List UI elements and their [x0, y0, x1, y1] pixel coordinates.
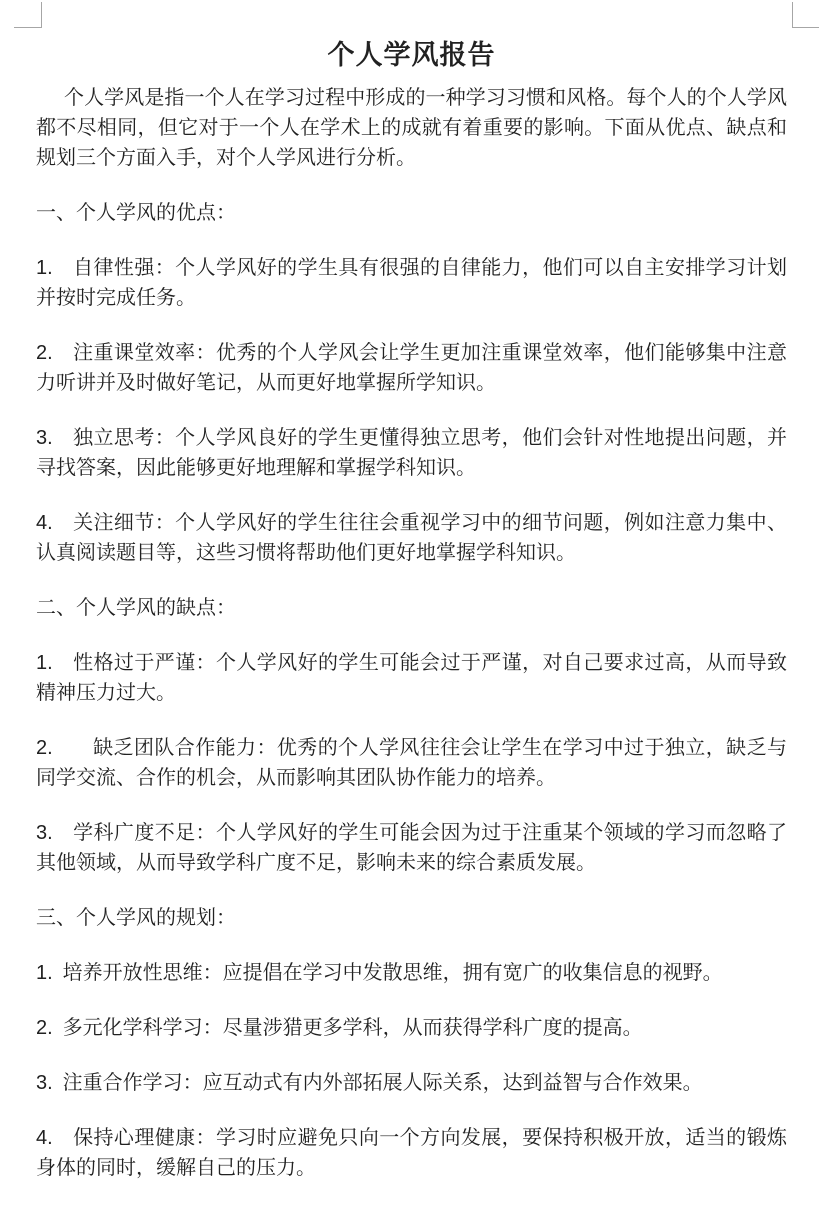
section-2-heading: 二、个人学风的缺点：: [36, 597, 236, 619]
section-1-item-1: 1. 自律性强：个人学风好的学生具有很强的自律能力，他们可以自主安排学习计划并按时完成任务。: [36, 257, 787, 309]
section-1-item-2: 2. 注重课堂效率：优秀的个人学风会让学生更加注重课堂效率，他们能够集中注意力听讲并及时做好笔记，从而更好地掌握所学知识。: [36, 342, 787, 394]
section-2-item-1: 1. 性格过于严谨：个人学风好的学生可能会过于严谨，对自己要求过高，从而导致精神压力过大。: [36, 652, 787, 704]
section-3-heading: 三、个人学风的规划：: [36, 907, 236, 929]
section-3-item-2: 2. 多元化学科学习：尽量涉猎更多学科，从而获得学科广度的提高。: [36, 1017, 643, 1039]
section-3-item-4: 4. 保持心理健康：学习时应避免只向一个方向发展，要保持积极开放，适当的锻炼身体的同时，缓解自己的压力。: [36, 1127, 787, 1179]
page-corner-mark-top-left: [14, 2, 42, 28]
section-3-item-3: 3. 注重合作学习：应互动式有内外部拓展人际关系，达到益智与合作效果。: [36, 1072, 703, 1094]
section-2-item-3: 3. 学科广度不足：个人学风好的学生可能会因为过于注重某个领域的学习而忽略了其他领域，从而导致学科广度不足，影响未来的综合素质发展。: [36, 822, 787, 874]
document-body: [36, 83, 787, 1183]
intro-paragraph: 个人学风是指一个人在学习过程中形成的一种学习习惯和风格。每个人的个人学风都不尽相同，但它对于一个人在学术上的成就有着重要的影响。下面从优点、缺点和规划三个方面入手，对个人学风进行分析。: [36, 87, 787, 169]
section-1-heading: 一、个人学风的优点：: [36, 202, 236, 224]
section-1-item-4: 4. 关注细节：个人学风好的学生往往会重视学习中的细节问题，例如注意力集中、认真阅读题目等，这些习惯将帮助他们更好地掌握学科知识。: [36, 512, 787, 564]
document-title: 个人学风报告: [327, 40, 496, 70]
section-3-item-1: 1. 培养开放性思维：应提倡在学习中发散思维，拥有宽广的收集信息的视野。: [36, 962, 723, 984]
section-2-item-2: 2. 缺乏团队合作能力：优秀的个人学风往往会让学生在学习中过于独立，缺乏与同学交流、合作的机会，从而影响其团队协作能力的培养。: [36, 737, 787, 789]
page-corner-mark-top-right: [792, 2, 819, 28]
section-1-item-3: 3. 独立思考：个人学风良好的学生更懂得独立思考，他们会针对性地提出问题，并寻找答案，因此能够更好地理解和掌握学科知识。: [36, 427, 787, 479]
